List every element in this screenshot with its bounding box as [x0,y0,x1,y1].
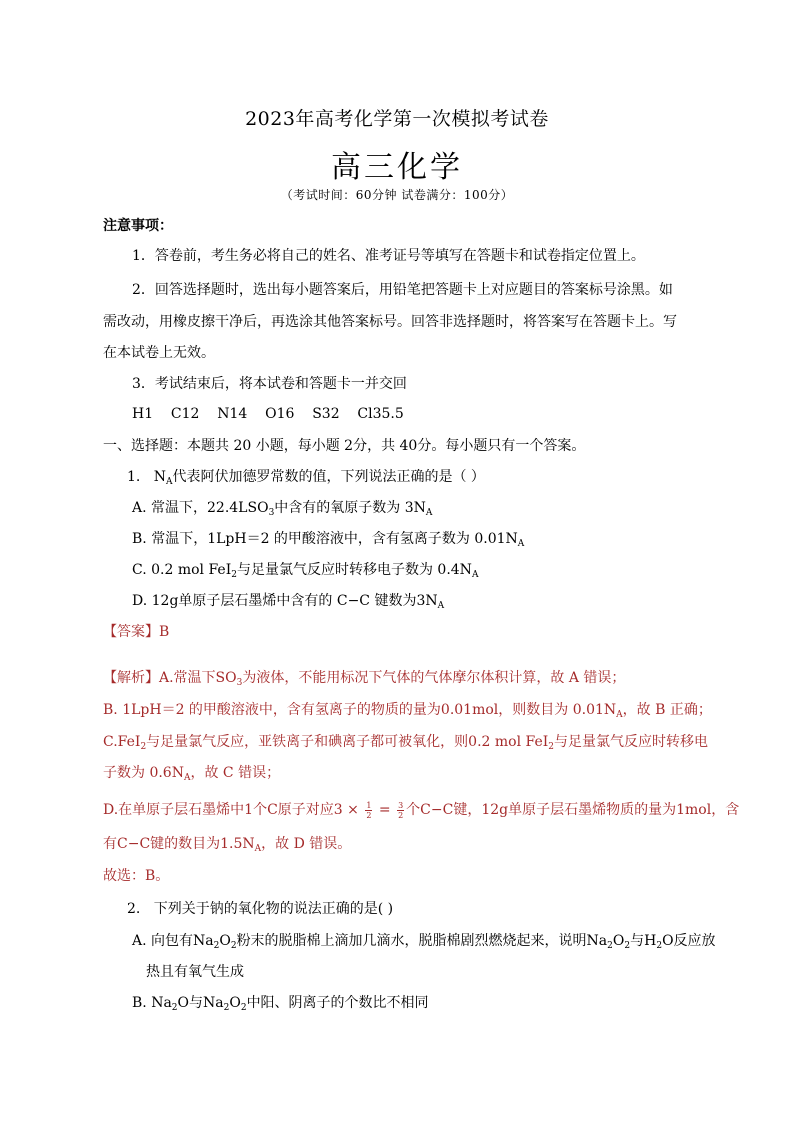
subscript: A [616,710,623,720]
analysis-line-2 [103,700,712,720]
question-2-option-a-line-2: 热且有氧气生成 [146,964,244,980]
subscript: A [471,570,479,580]
atomic-masses: H1 C12 N14 O16 S32 Cl35.5 [132,406,404,422]
option-text: 与H [630,933,657,949]
question-1-answer: 【答案】B [103,624,170,640]
question-1-option-a [132,498,432,518]
notice-item-1: 1．答卷前，考生务必将自己的姓名、准考证号等填写在答题卡和试卷指定位置上。 [132,248,645,264]
option-text: A. 向包有Na [132,933,214,949]
analysis-text: B. 1LpH＝2 的甲酸溶液中，含有氢离子的物质的量为0.01mol，则数目为 0.01N [103,702,617,718]
analysis-conclusion: 故选：B。 [103,868,170,884]
analysis-line-6 [103,834,351,854]
question-2-number: 2. [127,901,141,917]
subscript: A [183,773,191,783]
option-text: B. 常温下，1LpH＝2 的甲酸溶液中，含有氢离子数为 0.01N [132,531,518,547]
stem-text: N [153,469,166,485]
analysis-text: 与足量氯气反应，亚铁离子和碘离子都可被氧化，则0.2 mol FeI [146,734,549,750]
question-2-option-b [132,993,429,1013]
option-text: O [219,933,231,949]
option-text: B. Na [132,995,172,1011]
fraction-numerator: 3 [398,800,404,810]
fraction-numerator: 1 [366,800,372,810]
subscript: 2 [624,941,631,951]
fraction-one-half [365,801,372,820]
section-1-heading: 一、选择题：本题共 20 小题，每小题 2分，共 40分。每小题只有一个答案。 [103,438,586,454]
option-text: 中阳、阴离子的个数比不相同 [246,995,429,1011]
option-text: O反应放 [662,933,716,949]
option-text: O与Na [177,995,224,1011]
question-1-option-c [132,560,478,580]
analysis-line-4 [103,763,280,783]
analysis-line-3 [103,732,708,752]
subscript: 2 [548,742,555,752]
notice-item-2-line-1: 2．回答选择题时，选出每小题答案后，用铅笔把答题卡上对应题目的答案标号涂黑。如 [132,282,673,298]
analysis-text: 有C−C键的数目为1.5N [103,836,255,852]
exam-title: 2023年高考化学第一次模拟考试卷 [245,108,549,130]
question-1-stem [127,467,485,487]
subscript: 2 [231,570,237,580]
option-text: C. 0.2 mol FeI [132,562,232,578]
option-text: 粉末的脱脂棉上滴加几滴水，脱脂棉剧烈燃烧起来，说明Na [236,933,608,949]
analysis-text: D.在单原子层石墨烯中1个C原子对应3 × [103,802,364,818]
subscript: A [437,601,445,611]
subscript: A [165,477,173,487]
option-text: 与足量氯气反应时转移电子数为 0.4N [236,562,472,578]
subscript: 2 [140,742,147,752]
analysis-label: 【解析】 [103,670,159,686]
question-2-option-a-line-1 [132,931,716,951]
subscript: 3 [236,678,243,688]
notice-item-3: 3．考试结束后，将本试卷和答题卡一并交回 [132,376,407,392]
subscript: 2 [656,941,663,951]
notice-item-2-line-3: 在本试卷上无效。 [103,345,215,361]
subscript: 2 [230,941,237,951]
analysis-text: 与足量氯气反应时转移电 [554,734,709,750]
analysis-text: ，故 B 正确； [622,702,712,718]
option-text: O [229,995,241,1011]
fraction-three-halves [397,801,404,820]
analysis-text: ，故 C 错误； [190,765,281,781]
analysis-text: C.FeI [103,734,141,750]
subscript: A [517,539,525,549]
analysis-text: A.常温下SO [159,670,237,686]
option-text: A. 常温下，22.4LSO [132,500,269,516]
option-text: D. 12g单原子层石墨烯中含有的 C−C 键数为3N [132,593,438,609]
analysis-text: 子数为 0.6N [103,765,184,781]
question-1-option-b [132,529,524,549]
subscript: 2 [213,941,220,951]
subscript: A [425,508,433,518]
stem-text: 代表阿伏加德罗常数的值，下列说法正确的是（ ） [172,469,485,485]
subscript: 2 [171,1003,178,1013]
notice-heading: 注意事项： [103,218,173,234]
analysis-line-1 [103,668,625,688]
option-text: O [612,933,625,949]
analysis-line-5 [103,800,739,820]
exam-info: （考试时间：60分钟 试卷满分：100分） [280,188,514,202]
equals-sign: = [374,802,396,818]
notice-item-2-line-2: 需改动，用橡皮擦干净后，再选涂其他答案标号。回答非选择题时，将答案写在答题卡上。写 [103,314,677,330]
fraction-denominator: 2 [366,810,372,820]
fraction-denominator: 2 [398,810,404,820]
subscript: 2 [607,941,613,951]
question-1-number: 1. [127,469,141,485]
question-1-option-d [132,591,444,611]
analysis-text: ，故 D 错误。 [261,836,352,852]
subscript: A [254,844,262,854]
subscript: 3 [268,508,275,518]
analysis-text: 个C−C键，12g单原子层石墨烯物质的量为1mol，含 [406,802,740,818]
question-2-stem [127,899,393,919]
option-text: 中含有的氧原子数为 3N [274,500,426,516]
analysis-text: 为液体，不能用标况下气体的气体摩尔体积计算，故 A 错误； [242,670,626,686]
subscript: 2 [223,1003,230,1013]
subscript: 2 [240,1003,247,1013]
exam-subtitle: 高三化学 [331,150,463,185]
stem-text: 下列关于钠的氧化物的说法正确的是( ) [153,901,394,917]
